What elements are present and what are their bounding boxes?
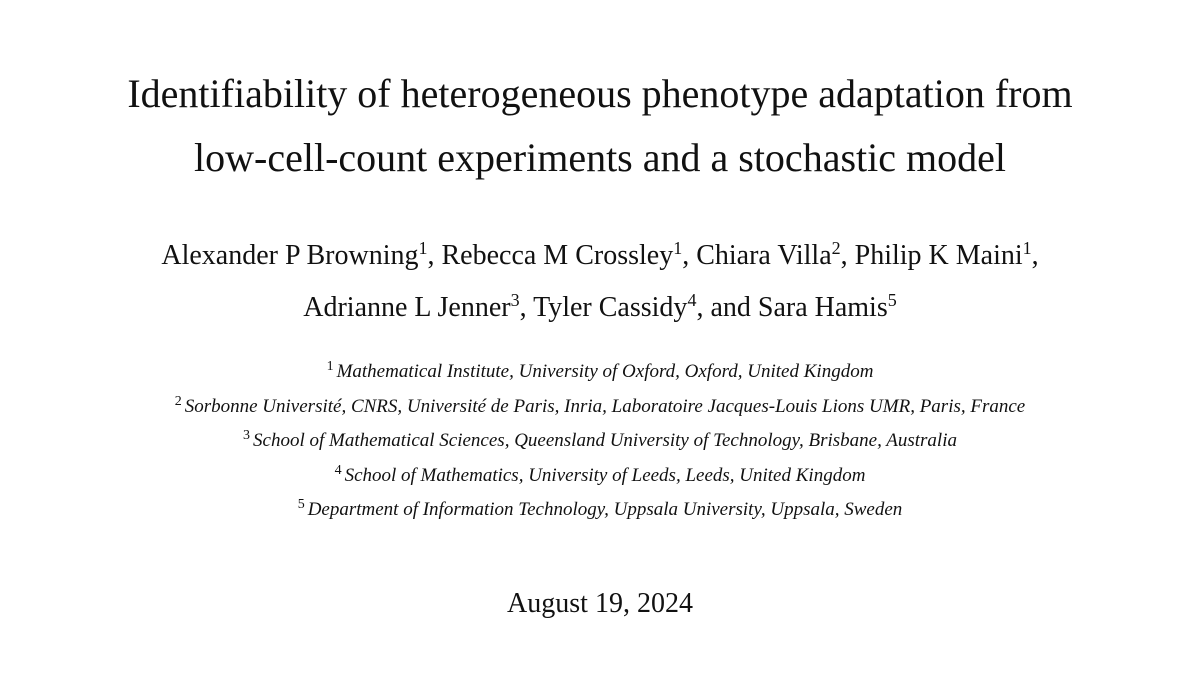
- paper-title: [0, 62, 1200, 190]
- author-separator: ,: [840, 240, 855, 271]
- author-name: Rebecca M Crossley: [441, 240, 674, 271]
- author-name: Sara Hamis: [757, 292, 888, 323]
- affiliation-mark: 2: [174, 393, 182, 409]
- author-affiliation-mark: 4: [687, 290, 697, 310]
- author-line-2: [0, 282, 1200, 334]
- affiliation-mark: 5: [297, 497, 305, 512]
- publication-date: August 19, 2024: [507, 588, 693, 619]
- affiliation: [0, 459, 1200, 494]
- author: [161, 240, 427, 271]
- affiliation: [0, 355, 1200, 390]
- author-name: Chiara Villa: [696, 240, 832, 271]
- author-list: [0, 230, 1200, 334]
- author-separator: ,: [427, 240, 442, 271]
- author-separator: ,: [1031, 240, 1039, 271]
- affiliation: [0, 493, 1200, 528]
- author-affiliation-mark: 1: [418, 238, 428, 258]
- author-name: Philip K Maini: [854, 240, 1023, 271]
- affiliation-text: Sorbonne Université, CNRS, Université de Paris, Inria, Laboratoire Jacques-Louis Lions UMR, Paris, France: [184, 395, 1026, 417]
- author-name: Adrianne L Jenner: [303, 292, 511, 323]
- affiliation-text: Mathematical Institute, University of Oxford, Oxford, United Kingdom: [336, 361, 874, 382]
- author: [696, 240, 840, 271]
- author-separator: ,: [682, 240, 697, 271]
- author-name: Tyler Cassidy: [533, 292, 688, 323]
- author-line-1: [0, 230, 1200, 282]
- author: [855, 240, 1032, 271]
- author: [758, 292, 897, 323]
- title-line-1: Identifiability of heterogeneous phenotype adaptation from: [127, 71, 1073, 116]
- author-affiliation-mark: 1: [673, 238, 683, 258]
- affiliation-mark: 4: [334, 462, 342, 478]
- affiliation: [0, 390, 1200, 425]
- author-separator: , and: [696, 292, 758, 323]
- author: [303, 292, 519, 323]
- author-affiliation-mark: 2: [831, 238, 841, 258]
- author-name: Alexander P Browning: [161, 240, 419, 271]
- affiliation-mark: 1: [326, 359, 334, 374]
- author-affiliation-mark: 3: [510, 290, 520, 310]
- affiliation-list: [0, 355, 1200, 528]
- affiliation-text: School of Mathematical Sciences, Queensland University of Technology, Brisbane, Australia: [253, 430, 957, 451]
- author: [533, 292, 696, 323]
- author-separator: ,: [519, 292, 534, 323]
- author-affiliation-mark: 5: [887, 290, 897, 310]
- affiliation-mark: 3: [243, 428, 251, 443]
- title-line-2: low-cell-count experiments and a stochastic model: [194, 135, 1006, 180]
- affiliation-text: Department of Information Technology, Uppsala University, Uppsala, Sweden: [307, 499, 903, 520]
- author-affiliation-mark: 1: [1022, 238, 1032, 258]
- affiliation: [0, 424, 1200, 459]
- affiliation-text: School of Mathematics, University of Leeds, Leeds, United Kingdom: [344, 464, 866, 486]
- author: [441, 240, 682, 271]
